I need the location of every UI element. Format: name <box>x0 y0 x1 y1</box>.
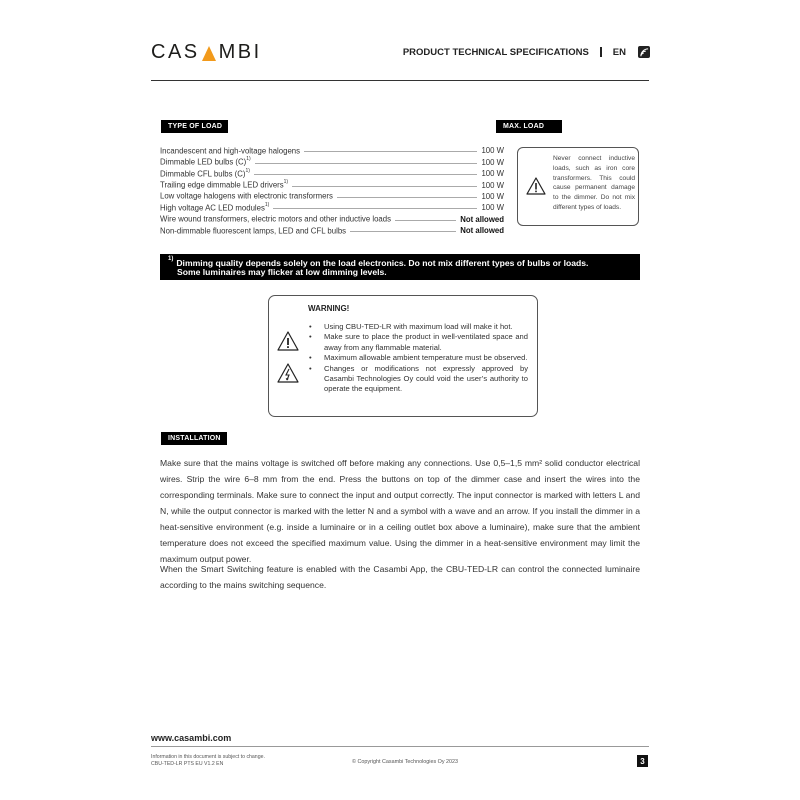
warning-list <box>308 322 528 395</box>
inductive-load-note <box>517 147 639 226</box>
load-row: Trailing edge dimmable LED drivers$^{1)}$ 100 W <box>160 178 504 190</box>
note-text: Never connect inductive loads, such as iron core transformers. This could cause permanent damage to the dimmer. Do not mix different types of loads. <box>553 155 635 211</box>
load-row: Dimmable CFL bulbs $(C)^{1)}$ 100 W <box>160 167 504 179</box>
casambi-logo <box>151 41 262 64</box>
warning-triangle-icon <box>277 331 299 351</box>
header-divider <box>151 80 649 81</box>
load-row: High voltage AC LED modules$^{1)}$ 100 W <box>160 201 504 213</box>
installation-heading: INSTALLATION <box>161 432 227 445</box>
logo-text-left: CAS <box>151 41 200 63</box>
language-label: EN <box>612 46 626 58</box>
page-number: 3 <box>637 755 648 767</box>
load-row: Incandescent and high-voltage halogens 100 W <box>160 146 504 156</box>
logo-a-triangle-icon <box>202 46 216 61</box>
electric-hazard-icon <box>277 363 299 383</box>
logo-text-right: MBI <box>218 41 262 63</box>
installation-paragraph: Make sure that the mains voltage is switched off before making any connections. Use 0,5–1,5 mm² solid conductor electrical wires. Strip the wire 6–8 mm from the end. Press the buttons on top of the dimmer case and insert the wires into the corresponding terminals. Make sure to connect the input and output correctly. The input connector is marked with letters L and N, while the output connector is marked with the letter N and a symbol with a wave and an arrow. If you install the dimmer in a heat-sensitive environment (e.g. inside a luminaire or in a ceiling outlet box above a luminaire), make sure that the ambient temperature does not exceed the specified maximum value. Using the dimmer in a heat-sensitive environment may limit the maximum output power. <box>160 458 640 564</box>
warning-item: • Using CBU-TED-LR with maximum load will make it hot. <box>308 322 528 332</box>
warning-triangle-icon <box>526 177 546 195</box>
doc-type-label: PRODUCT TECHNICAL SPECIFICATIONS <box>402 46 589 58</box>
disclaimer-text: Information in this document is subject to change. <box>151 754 265 760</box>
header-meta <box>403 46 650 58</box>
load-row: Non-dimmable fluorescent lamps, LED and CFL bulbs Not allowed <box>160 226 504 236</box>
smart-switching-paragraph: When the Smart Switching feature is enabled with the Casambi App, the CBU-TED-LR can control the connected luminaire according to the mains switching sequence. <box>160 564 640 590</box>
header-separator <box>600 47 602 57</box>
warning-box <box>268 295 538 417</box>
load-row: Dimmable LED bulbs $(C)^{1)}$ 100 W <box>160 156 504 167</box>
load-table <box>160 144 504 235</box>
warning-item: • Maximum allowable ambient temperature must be observed. <box>308 353 528 363</box>
load-row: Wire wound transformers, electric motors and other inductive loads Not allowed <box>160 214 504 224</box>
nfc-icon <box>638 46 650 58</box>
dimming-footnote: $^{1)}$ Dimming quality depends solely on the load electronics. Do not mix different types of bulbs or loads. Some luminaires may flicker at low dimming levels. <box>160 254 640 280</box>
doc-code: CBU-TED-LR PTS EU V1.2 EN <box>151 761 224 768</box>
warning-item: • Changes or modifications not expressly approved by Casambi Technologies Oy could void the user’s authority to operate the equipment. <box>308 364 528 395</box>
load-row: Low voltage halogens with electronic transformers 100 W <box>160 191 504 201</box>
copyright-text: © Copyright Casambi Technologies Oy 2023 <box>352 759 459 765</box>
warning-item: • Make sure to place the product in well-ventilated space and away from any flammable material. <box>308 332 528 353</box>
warning-title: WARNING! <box>308 304 350 313</box>
footer-info <box>151 754 265 769</box>
type-of-load-heading: TYPE OF LOAD <box>161 120 228 133</box>
website-link[interactable]: www.casambi.com <box>151 733 232 743</box>
max-load-heading: MAX. LOAD <box>496 120 562 133</box>
footer-divider <box>151 746 649 747</box>
